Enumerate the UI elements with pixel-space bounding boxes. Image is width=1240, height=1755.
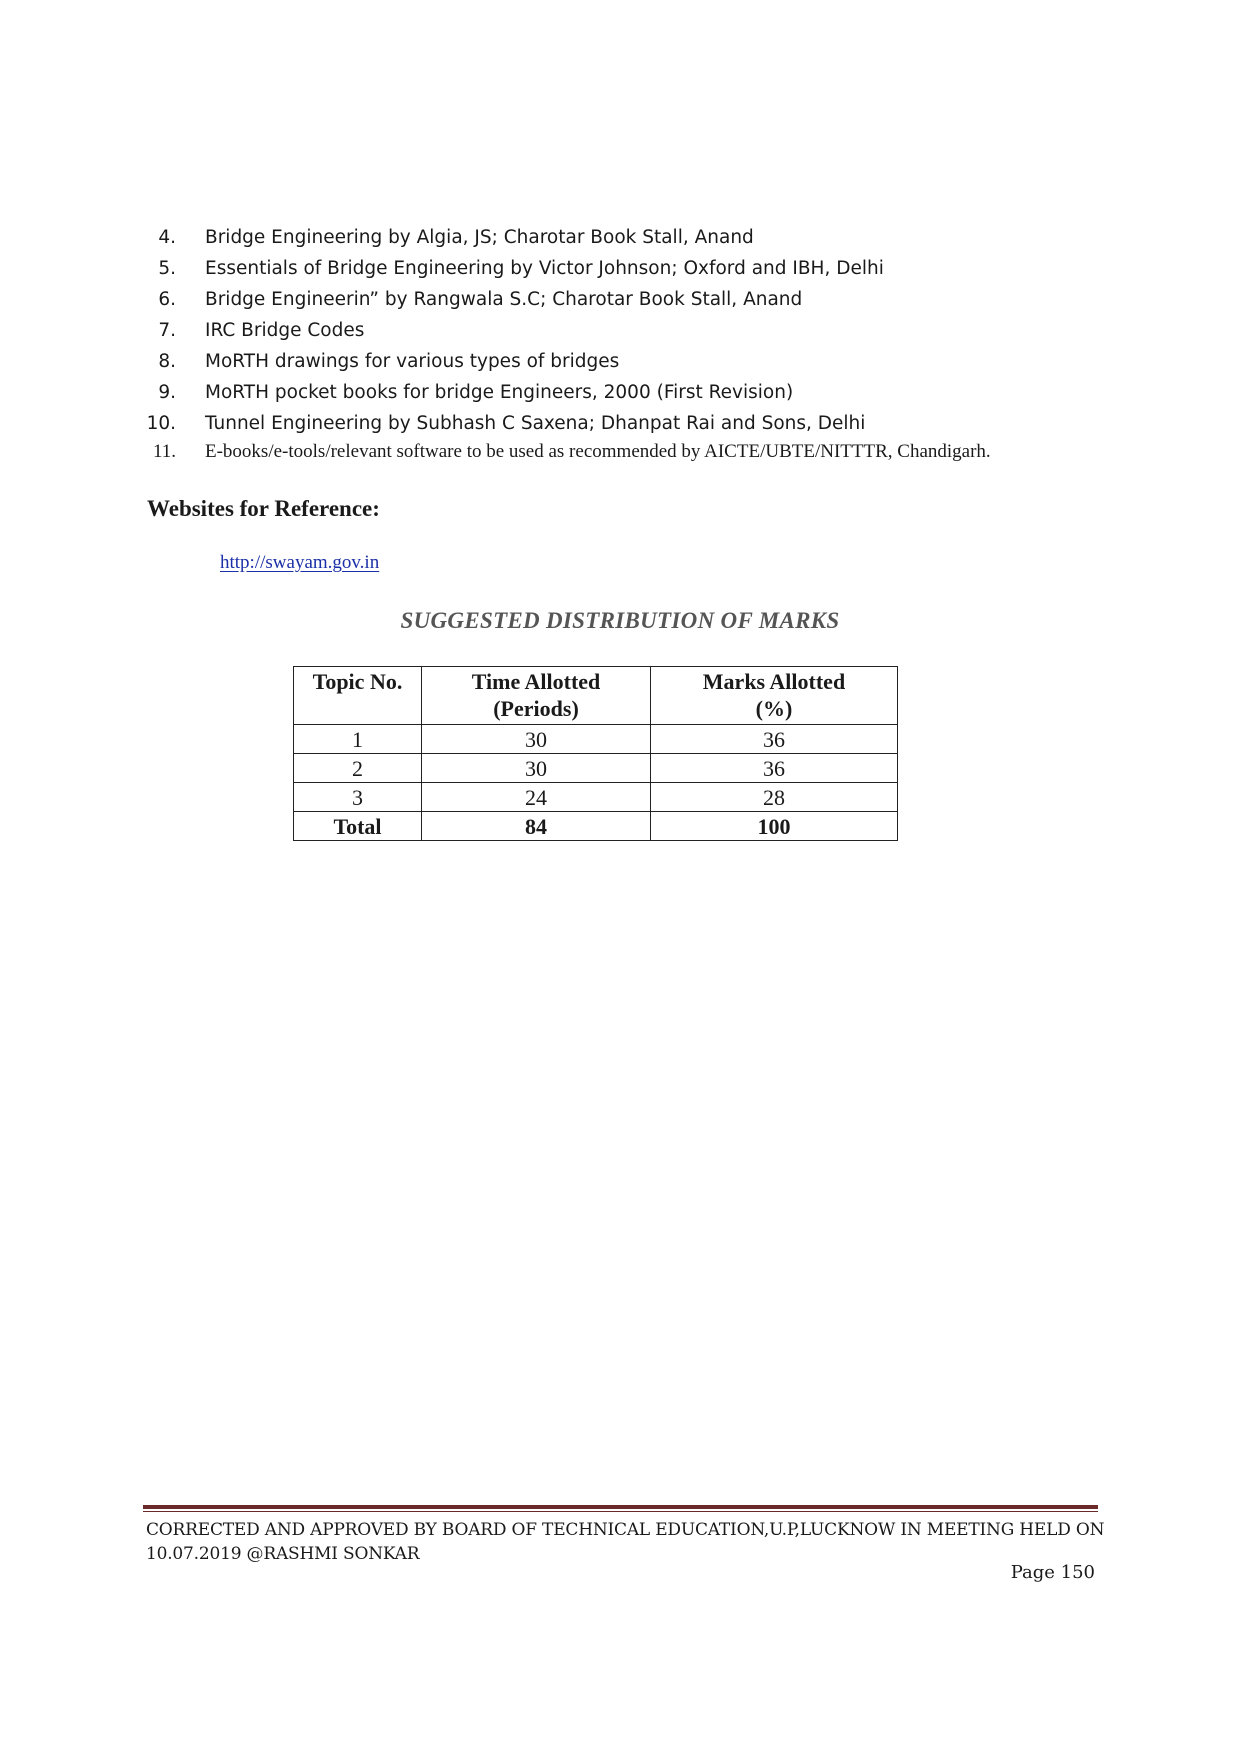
- table-row: [294, 783, 898, 812]
- topic-no-header-text: Topic No.: [312, 669, 403, 694]
- reference-text: IRC Bridge Codes: [205, 320, 365, 341]
- topic-cell: 1: [294, 725, 422, 754]
- topic-cell: 3: [294, 783, 422, 812]
- topic-cell: 2: [294, 754, 422, 783]
- footer-line-2: 10.07.2019 @RASHMI SONKAR: [146, 1544, 420, 1564]
- time-cell: 30: [422, 725, 651, 754]
- time-cell: 30: [422, 754, 651, 783]
- marks-distribution-title: SUGGESTED DISTRIBUTION OF MARKS: [400, 608, 840, 633]
- footer-approval-note: [146, 1518, 1106, 1566]
- reference-text: Tunnel Engineering by Subhash C Saxena; Dhanpat Rai and Sons, Delhi: [205, 413, 866, 434]
- time-allotted-header: [422, 667, 651, 725]
- reference-text: Bridge Engineering by Algia, JS; Charotar Book Stall, Anand: [205, 227, 754, 248]
- marks-cell: 36: [651, 754, 898, 783]
- reference-text: MoRTH pocket books for bridge Engineers, 2000 (First Revision): [205, 382, 794, 403]
- page-number: Page 150: [1010, 1562, 1095, 1583]
- time-allotted-header-line2: (Periods): [493, 696, 579, 721]
- total-time-cell: 84: [422, 812, 651, 841]
- reference-number: 8.: [158, 351, 176, 372]
- total-marks-cell: 100: [651, 812, 898, 841]
- reference-text: Bridge Engineerin” by Rangwala S.C; Charotar Book Stall, Anand: [205, 289, 803, 310]
- topic-no-header: [294, 667, 422, 725]
- websites-heading: Websites for Reference:: [147, 496, 380, 521]
- marks-allotted-header-line1: Marks Allotted: [702, 669, 846, 694]
- reference-number: 4.: [158, 227, 176, 248]
- table-row: [294, 725, 898, 754]
- table-header-row: [294, 667, 898, 725]
- marks-allotted-header: [651, 667, 898, 725]
- marks-cell: 36: [651, 725, 898, 754]
- footer-divider-thin: [143, 1511, 1098, 1512]
- time-allotted-header-line1: Time Allotted: [471, 669, 601, 694]
- reference-number: 11.: [152, 441, 176, 462]
- marks-allotted-header-line2: (%): [755, 696, 793, 721]
- website-link[interactable]: http://swayam.gov.in: [220, 552, 380, 573]
- reference-number: 6.: [158, 289, 176, 310]
- reference-number: 7.: [158, 320, 176, 341]
- marks-distribution-table: [293, 666, 898, 841]
- footer-divider-thick: [143, 1505, 1098, 1509]
- total-label-cell: Total: [294, 812, 422, 841]
- website-row: [147, 552, 379, 574]
- reference-text: Essentials of Bridge Engineering by Victor Johnson; Oxford and IBH, Delhi: [205, 258, 884, 279]
- reference-number: 9.: [158, 382, 176, 403]
- table-total-row: [294, 812, 898, 841]
- reference-text: MoRTH drawings for various types of bridges: [205, 351, 620, 372]
- time-cell: 24: [422, 783, 651, 812]
- table-row: [294, 754, 898, 783]
- reference-number: 10.: [146, 413, 176, 434]
- reference-number: 5.: [158, 258, 176, 279]
- marks-cell: 28: [651, 783, 898, 812]
- footer-line-1: CORRECTED AND APPROVED BY BOARD OF TECHNICAL EDUCATION,U.P,LUCKNOW IN MEETING HELD ON: [146, 1520, 1105, 1540]
- reference-text: E-books/e-tools/relevant software to be used as recommended by AICTE/UBTE/NITTTR, Chandigarh.: [205, 441, 991, 462]
